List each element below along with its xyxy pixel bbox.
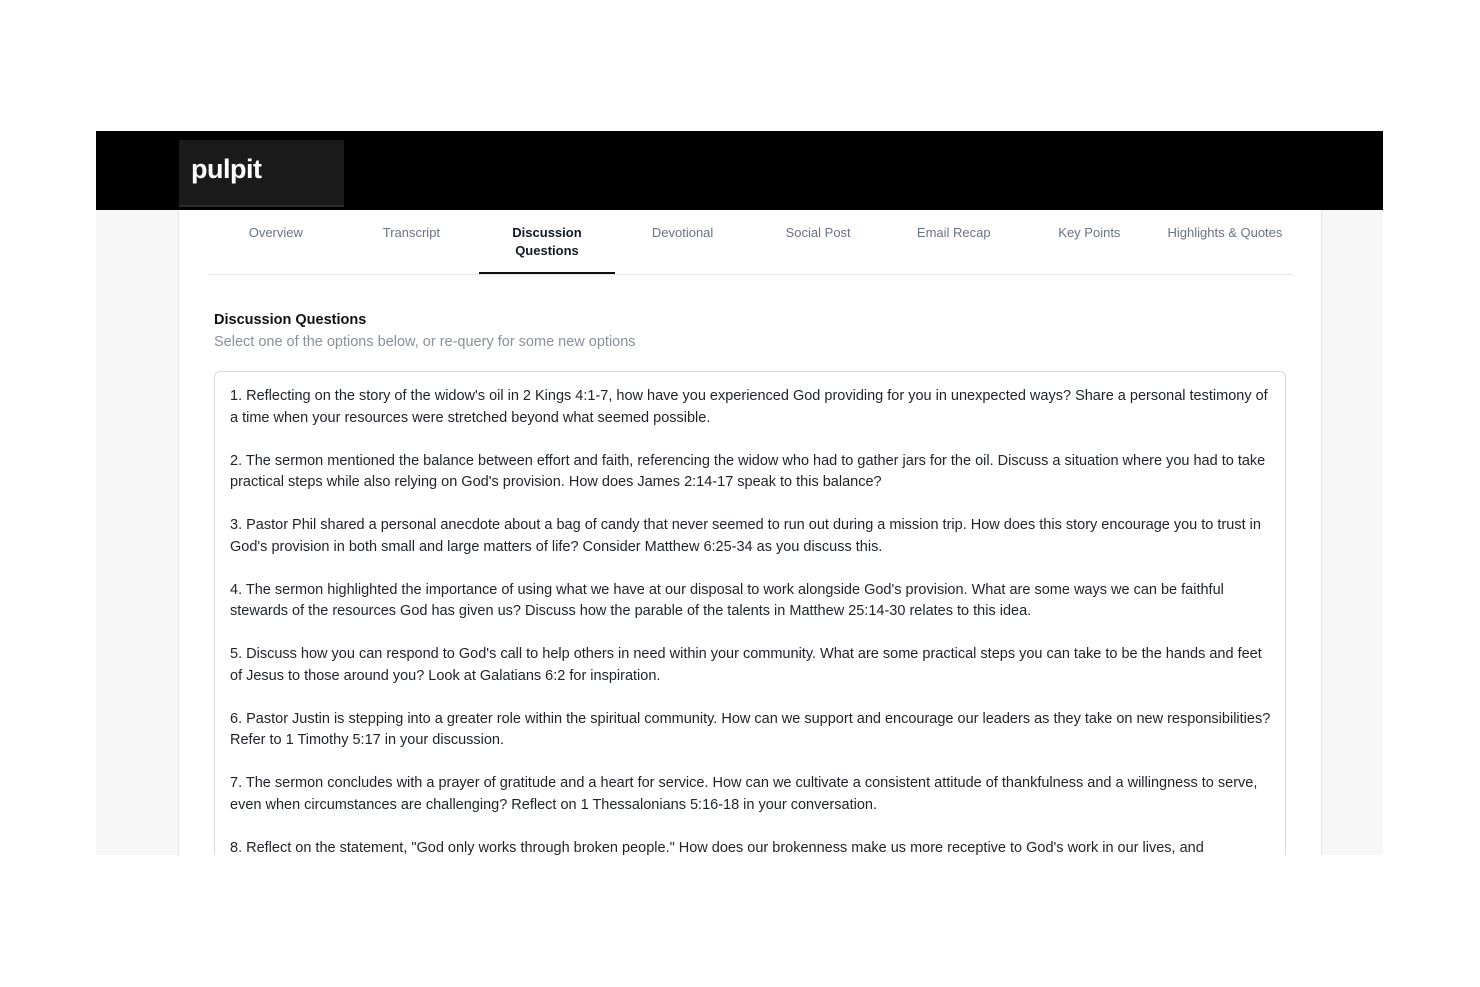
tab-label: Devotional — [651, 225, 714, 240]
tab-email-recap[interactable] — [886, 210, 1022, 274]
pulpit-logo: pulpit — [191, 154, 262, 184]
tab-bar — [208, 210, 1293, 275]
tab-label: Transcript — [382, 225, 441, 240]
tab-label: Overview — [248, 225, 303, 240]
question-item: 6. Pastor Justin is stepping into a greater role within the spiritual community. How can we support and encourage our leaders as they take on new responsibilities? Refer to 1 Timothy 5:17 in your discussion. — [230, 710, 1271, 748]
tab-label: Email Recap — [916, 225, 991, 240]
tab-discussion-questions[interactable] — [479, 210, 615, 274]
question-item: 8. Reflect on the statement, "God only works through broken people." How does our brokenness make us more receptive to God's work in our lives, and — [230, 839, 1204, 855]
tab-label: Key Points — [1058, 225, 1121, 240]
app-window — [96, 131, 1383, 855]
tab-highlights-quotes[interactable] — [1157, 210, 1293, 274]
question-item: 4. The sermon highlighted the importance of using what we have at our disposal to work alongside God's provision. What are some ways we can be faithful stewards of the resources God has given us? Discuss how the parable of the talents in Matthew 25:14-30 relates to this idea. — [230, 581, 1224, 619]
question-item: 7. The sermon concludes with a prayer of gratitude and a heart for service. How can we cultivate a consistent attitude of thankfulness and a willingness to serve, even when circumstances are challenging? Reflect on 1 Thessalonians 5:16-18 in your conversation. — [230, 775, 1258, 813]
tab-transcript[interactable] — [344, 210, 480, 274]
top-navigation-bar — [96, 131, 1383, 210]
question-item: 5. Discuss how you can respond to God's call to help others in need within your community. What are some practical steps you can take to be the hands and feet of Jesus to those around you? Look at Galatians 6:2 for inspiration. — [230, 646, 1262, 684]
section-subtitle: Select one of the options below, or re-query for some new options — [214, 334, 636, 350]
question-item: 1. Reflecting on the story of the widow's oil in 2 Kings 4:1-7, how have you experienced God providing for you in unexpected ways? Share a personal testimony of a time when your resources were stretched beyond what seemed possible. — [230, 388, 1268, 426]
tab-key-points[interactable] — [1022, 210, 1158, 274]
tab-overview[interactable] — [208, 210, 344, 274]
question-item: 2. The sermon mentioned the balance between effort and faith, referencing the widow who had to gather jars for the oil. Discuss a situation where you had to take practical steps while also relying on God's provision. How does James 2:14-17 speak to this balance? — [230, 452, 1266, 490]
question-item: 3. Pastor Phil shared a personal anecdote about a bag of candy that never seemed to run out during a mission trip. How does this story encourage you to trust in God's provision in both small and large matters of life? Consider Matthew 6:25-34 as you discuss this. — [230, 517, 1261, 555]
tab-social-post[interactable] — [750, 210, 886, 274]
content-panel — [178, 210, 1322, 855]
logo-container[interactable] — [179, 140, 344, 207]
tab-label: Discussion Questions — [512, 225, 582, 258]
tab-label: Social Post — [785, 225, 851, 240]
discussion-questions-textarea[interactable] — [214, 371, 1286, 855]
section-title: Discussion Questions — [214, 312, 367, 328]
tab-label: Highlights & Quotes — [1167, 225, 1283, 240]
tab-devotional[interactable] — [615, 210, 751, 274]
